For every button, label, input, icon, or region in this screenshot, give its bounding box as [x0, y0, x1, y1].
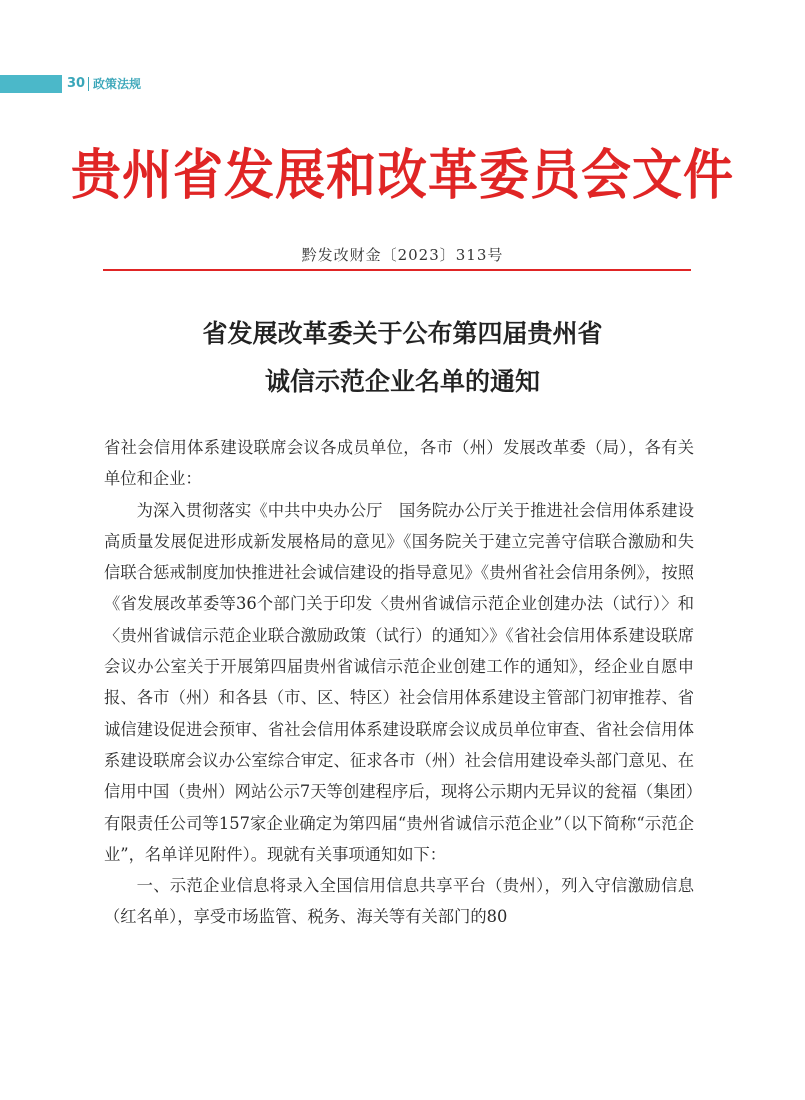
header-separator	[88, 77, 89, 91]
notice-title	[0, 310, 805, 406]
body-paragraph-1: 为深入贯彻落实《中共中央办公厅 国务院办公厅关于推进社会信用体系建设高质量发展促进形成新发展格局的意见》《国务院关于建立完善守信联合激励和失信联合惩戒制度加快推进社会诚信建设的指导意见》《贵州省社会信用条例》，按照《省发展改革委等36个部门关于印发〈贵州省诚信示范企业创建办法（试行）〉和〈贵州省诚信示范企业联合激励政策（试行）的通知〉》《省社会信用体系建设联席会议办公室关于开展第四届贵州省诚信示范企业创建工作的通知》，经企业自愿申报、各市（州）和各县（市、区、特区）社会信用体系建设主管部门初审推荐、省诚信建设促进会预审、省社会信用体系建设联席会议成员单位审查、省社会信用体系建设联席会议办公室综合审定、征求各市（州）社会信用建设牵头部门意见、在信用中国（贵州）网站公示7天等创建程序后，现将公示期内无异议的瓮福（集团）有限责任公司等157家企业确定为第四届“贵州省诚信示范企业”（以下简称“示范企业”，名单详见附件）。现就有关事项通知如下：	[104, 500, 694, 864]
red-divider-line	[103, 269, 691, 271]
notice-title-line1: 省发展改革委关于公布第四届贵州省	[202, 319, 603, 348]
document-number: 黔发改财金〔2023〕313号	[301, 246, 504, 264]
page-number: 30	[67, 76, 86, 91]
notice-title-line2: 诚信示范企业名单的通知	[264, 367, 540, 396]
issuer-title: 贵州省发展和改革委员会文件	[71, 142, 734, 207]
addressee: 省社会信用体系建设联席会议各成员单位，各市（州）发展改革委（局），各有关单位和企业：	[104, 438, 694, 489]
header-color-bar	[0, 75, 62, 93]
body-paragraph-2: 一、示范企业信息将录入全国信用信息共享平台（贵州），列入守信激励信息（红名单），享受市场监管、税务、海关等有关部门的80	[104, 876, 694, 927]
document-body	[104, 432, 694, 933]
section-label: 政策法规	[93, 77, 142, 91]
